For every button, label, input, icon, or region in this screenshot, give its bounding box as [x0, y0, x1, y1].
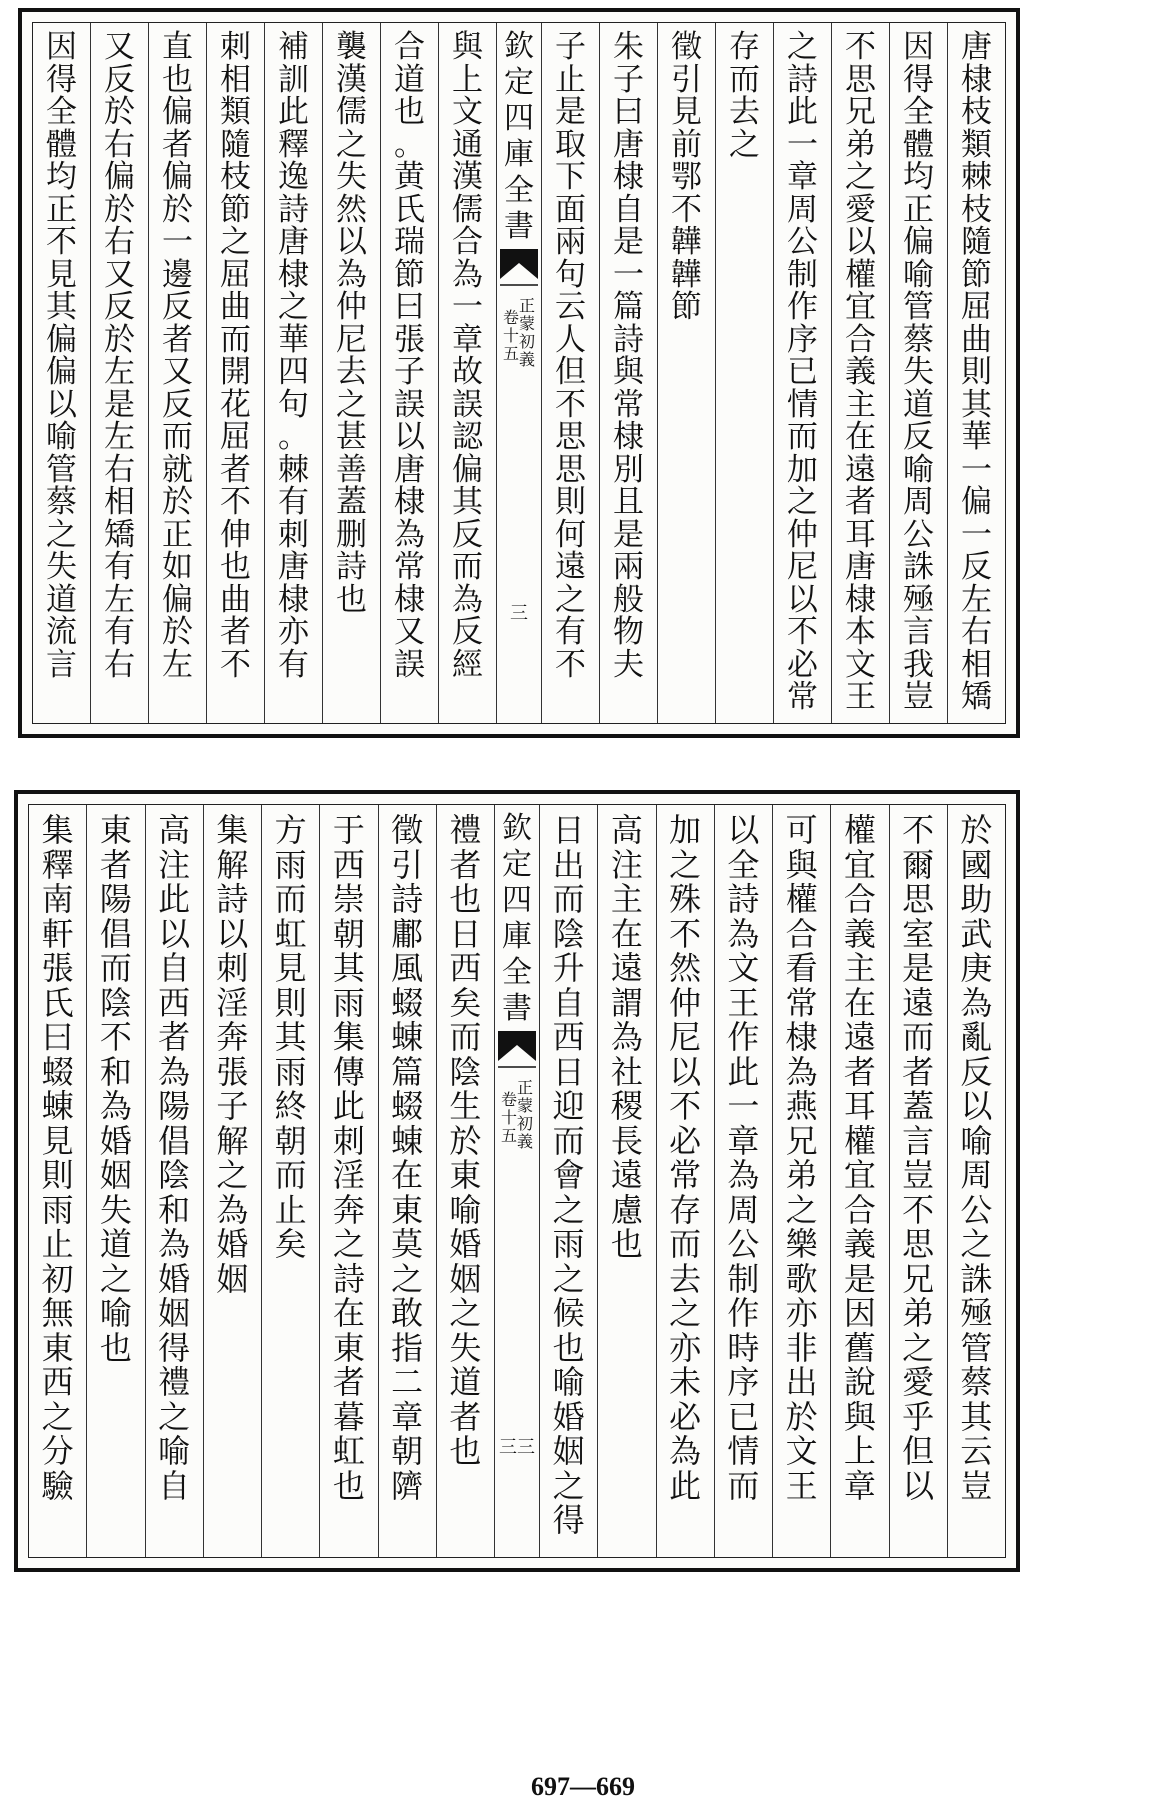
text-column: [773, 23, 831, 723]
spine-volume: 卷 十 五: [503, 308, 520, 363]
column-text: 集 解 詩 以 刺 淫 奔 張 子 解 之 為 婚 姻: [216, 811, 249, 1298]
column-text: 子 止 是 取 下 面 兩 句 云 人 但 不 思 思 則 何 遠 之 有 不: [555, 29, 586, 683]
page-number: 697—669: [531, 1772, 635, 1801]
text-column: [657, 23, 715, 723]
text-column: [772, 805, 830, 1557]
text-column: [599, 23, 657, 723]
text-column: [148, 23, 206, 723]
column-text: 方 雨 而 虹 見 則 其 雨 終 朝 而 止 矣: [274, 811, 307, 1263]
text-column: [322, 23, 380, 723]
text-column: [947, 23, 1005, 723]
column-text: 唐 棣 枝 類 棘 枝 隨 節 屈 曲 則 其 華 一 偏 一 反 左 右 相 矯: [961, 29, 992, 715]
column-text: 之 詩 此 一 章 周 公 制 作 序 已 情 而 加 之 仲 尼 以 不 必 常: [787, 29, 818, 715]
text-column: [206, 23, 264, 723]
column-text: 集 釋 南 軒 張 氏 曰 蝃 蝀 見 則 雨 止 初 無 東 西 之 分 驗: [41, 811, 74, 1505]
spine-title: 欽 定 四 庫 全 書: [504, 29, 534, 244]
folio-number: 三: [510, 603, 528, 624]
page-top: [18, 8, 1020, 738]
column-text: 權 宜 合 義 主 在 遠 者 耳 權 宜 合 義 是 因 舊 說 與 上 章: [843, 811, 876, 1505]
column-text: 合 道 也 。 黄 氏 瑞 節 曰 張 子 誤 以 唐 棣 為 常 棣 又 誤: [394, 29, 425, 683]
text-column: [889, 805, 947, 1557]
column-text: 與 上 文 通 漢 儒 合 為 一 章 故 誤 認 偏 其 反 而 為 反 經: [452, 29, 483, 683]
text-column: [33, 23, 90, 723]
text-column: [319, 805, 377, 1557]
column-text: 于 西 崇 朝 其 雨 集 傳 此 刺 淫 奔 之 詩 在 東 者 暮 虹 也: [332, 811, 365, 1505]
text-column: [90, 23, 148, 723]
column-text: 不 爾 思 室 是 遠 而 者 蓋 言 豈 不 思 兄 弟 之 愛 乎 但 以: [902, 811, 935, 1505]
column-text: 刺 相 類 隨 枝 節 之 屈 曲 而 開 花 屈 者 不 伸 也 曲 者 不: [220, 29, 251, 683]
text-frame: [32, 22, 1006, 724]
column-text: 東 者 陽 倡 而 陰 不 和 為 婚 姻 失 道 之 喻 也: [99, 811, 132, 1367]
column-text: 徵 引 詩 鄘 風 蝃 蝀 篇 蝃 蝀 在 東 莫 之 敢 指 二 章 朝 隮: [391, 811, 424, 1505]
text-column: [261, 805, 319, 1557]
text-column: [541, 23, 599, 723]
column-text: 禮 者 也 日 西 矣 而 陰 生 於 東 喻 婚 姻 之 失 道 者 也: [449, 811, 482, 1470]
column-text: 高 注 此 以 自 西 者 為 陽 倡 陰 和 為 婚 姻 得 禮 之 喻 自: [158, 811, 191, 1505]
spine-column: [496, 23, 541, 723]
spine-volume: 卷 十 五: [501, 1090, 518, 1145]
column-text: 以 全 詩 為 文 王 作 此 一 章 為 周 公 制 作 時 序 已 情 而: [727, 811, 760, 1505]
spine-title: 欽 定 四 庫 全 書: [502, 811, 532, 1026]
text-frame: [28, 804, 1006, 1558]
spine-column: [494, 805, 539, 1557]
column-text: 襲 漢 儒 之 失 然 以 為 仲 尼 去 之 甚 善 蓋 删 詩 也: [336, 29, 367, 618]
column-text: 高 注 主 在 遠 謂 為 社 稷 長 遠 慮 也: [610, 811, 643, 1263]
text-column: [889, 23, 947, 723]
text-column: [831, 23, 889, 723]
folio-number: 三三: [499, 1437, 535, 1458]
column-text: 日 出 而 陰 升 自 西 日 迎 而 會 之 雨 之 候 也 喻 婚 姻 之 得: [552, 811, 585, 1539]
column-text: 於 國 助 武 庚 為 亂 反 以 喻 周 公 之 誅 殛 管 蔡 其 云 豈: [960, 811, 993, 1505]
text-column: [830, 805, 888, 1557]
text-column: [145, 805, 203, 1557]
column-text: 可 與 權 合 看 常 棣 為 燕 兄 弟 之 樂 歌 亦 非 出 於 文 王: [785, 811, 818, 1505]
column-text: 因 得 全 體 均 正 不 見 其 偏 偏 以 喻 管 蔡 之 失 道 流 言: [46, 29, 77, 683]
text-column: [436, 805, 494, 1557]
column-text: 補 訓 此 釋 逸 詩 唐 棣 之 華 四 句 。 棘 有 刺 唐 棣 亦 有: [278, 29, 309, 683]
column-text: 徵 引 見 前 鄂 不 韡 韡 節: [671, 29, 702, 325]
text-column: [380, 23, 438, 723]
text-column: [539, 805, 597, 1557]
text-column: [203, 805, 261, 1557]
text-column: [597, 805, 655, 1557]
column-text: 直 也 偏 者 偏 於 一 邊 反 者 又 反 而 就 於 正 如 偏 於 左: [162, 29, 193, 683]
column-text: 又 反 於 右 偏 於 右 又 反 於 左 是 左 右 相 矯 有 左 有 右: [104, 29, 135, 683]
text-column: [29, 805, 86, 1557]
column-text: 朱 子 曰 唐 棣 自 是 一 篇 詩 與 常 棣 別 且 是 兩 般 物 夫: [613, 29, 644, 683]
text-column: [86, 805, 144, 1557]
column-text: 存 而 去 之: [729, 29, 760, 163]
text-column: [714, 805, 772, 1557]
text-column: [378, 805, 436, 1557]
spine-book-title: 正 蒙 初 義: [517, 1078, 534, 1151]
text-column: [656, 805, 714, 1557]
text-column: [264, 23, 322, 723]
column-text: 加 之 殊 不 然 仲 尼 以 不 必 常 存 而 去 之 亦 未 必 為 此: [669, 811, 702, 1505]
fish-tail-ornament: [500, 249, 538, 287]
fish-tail-ornament: [498, 1031, 536, 1069]
text-column: [438, 23, 496, 723]
column-text: 不 思 兄 弟 之 愛 以 權 宜 合 義 主 在 遠 者 耳 唐 棣 本 文 王: [845, 29, 876, 715]
spine-book-title: 正 蒙 初 義: [519, 296, 536, 369]
text-column: [715, 23, 773, 723]
text-column: [947, 805, 1005, 1557]
column-text: 因 得 全 體 均 正 偏 喻 管 蔡 失 道 反 喻 周 公 誅 殛 言 我 豈: [903, 29, 934, 715]
page-bottom: [14, 790, 1020, 1572]
